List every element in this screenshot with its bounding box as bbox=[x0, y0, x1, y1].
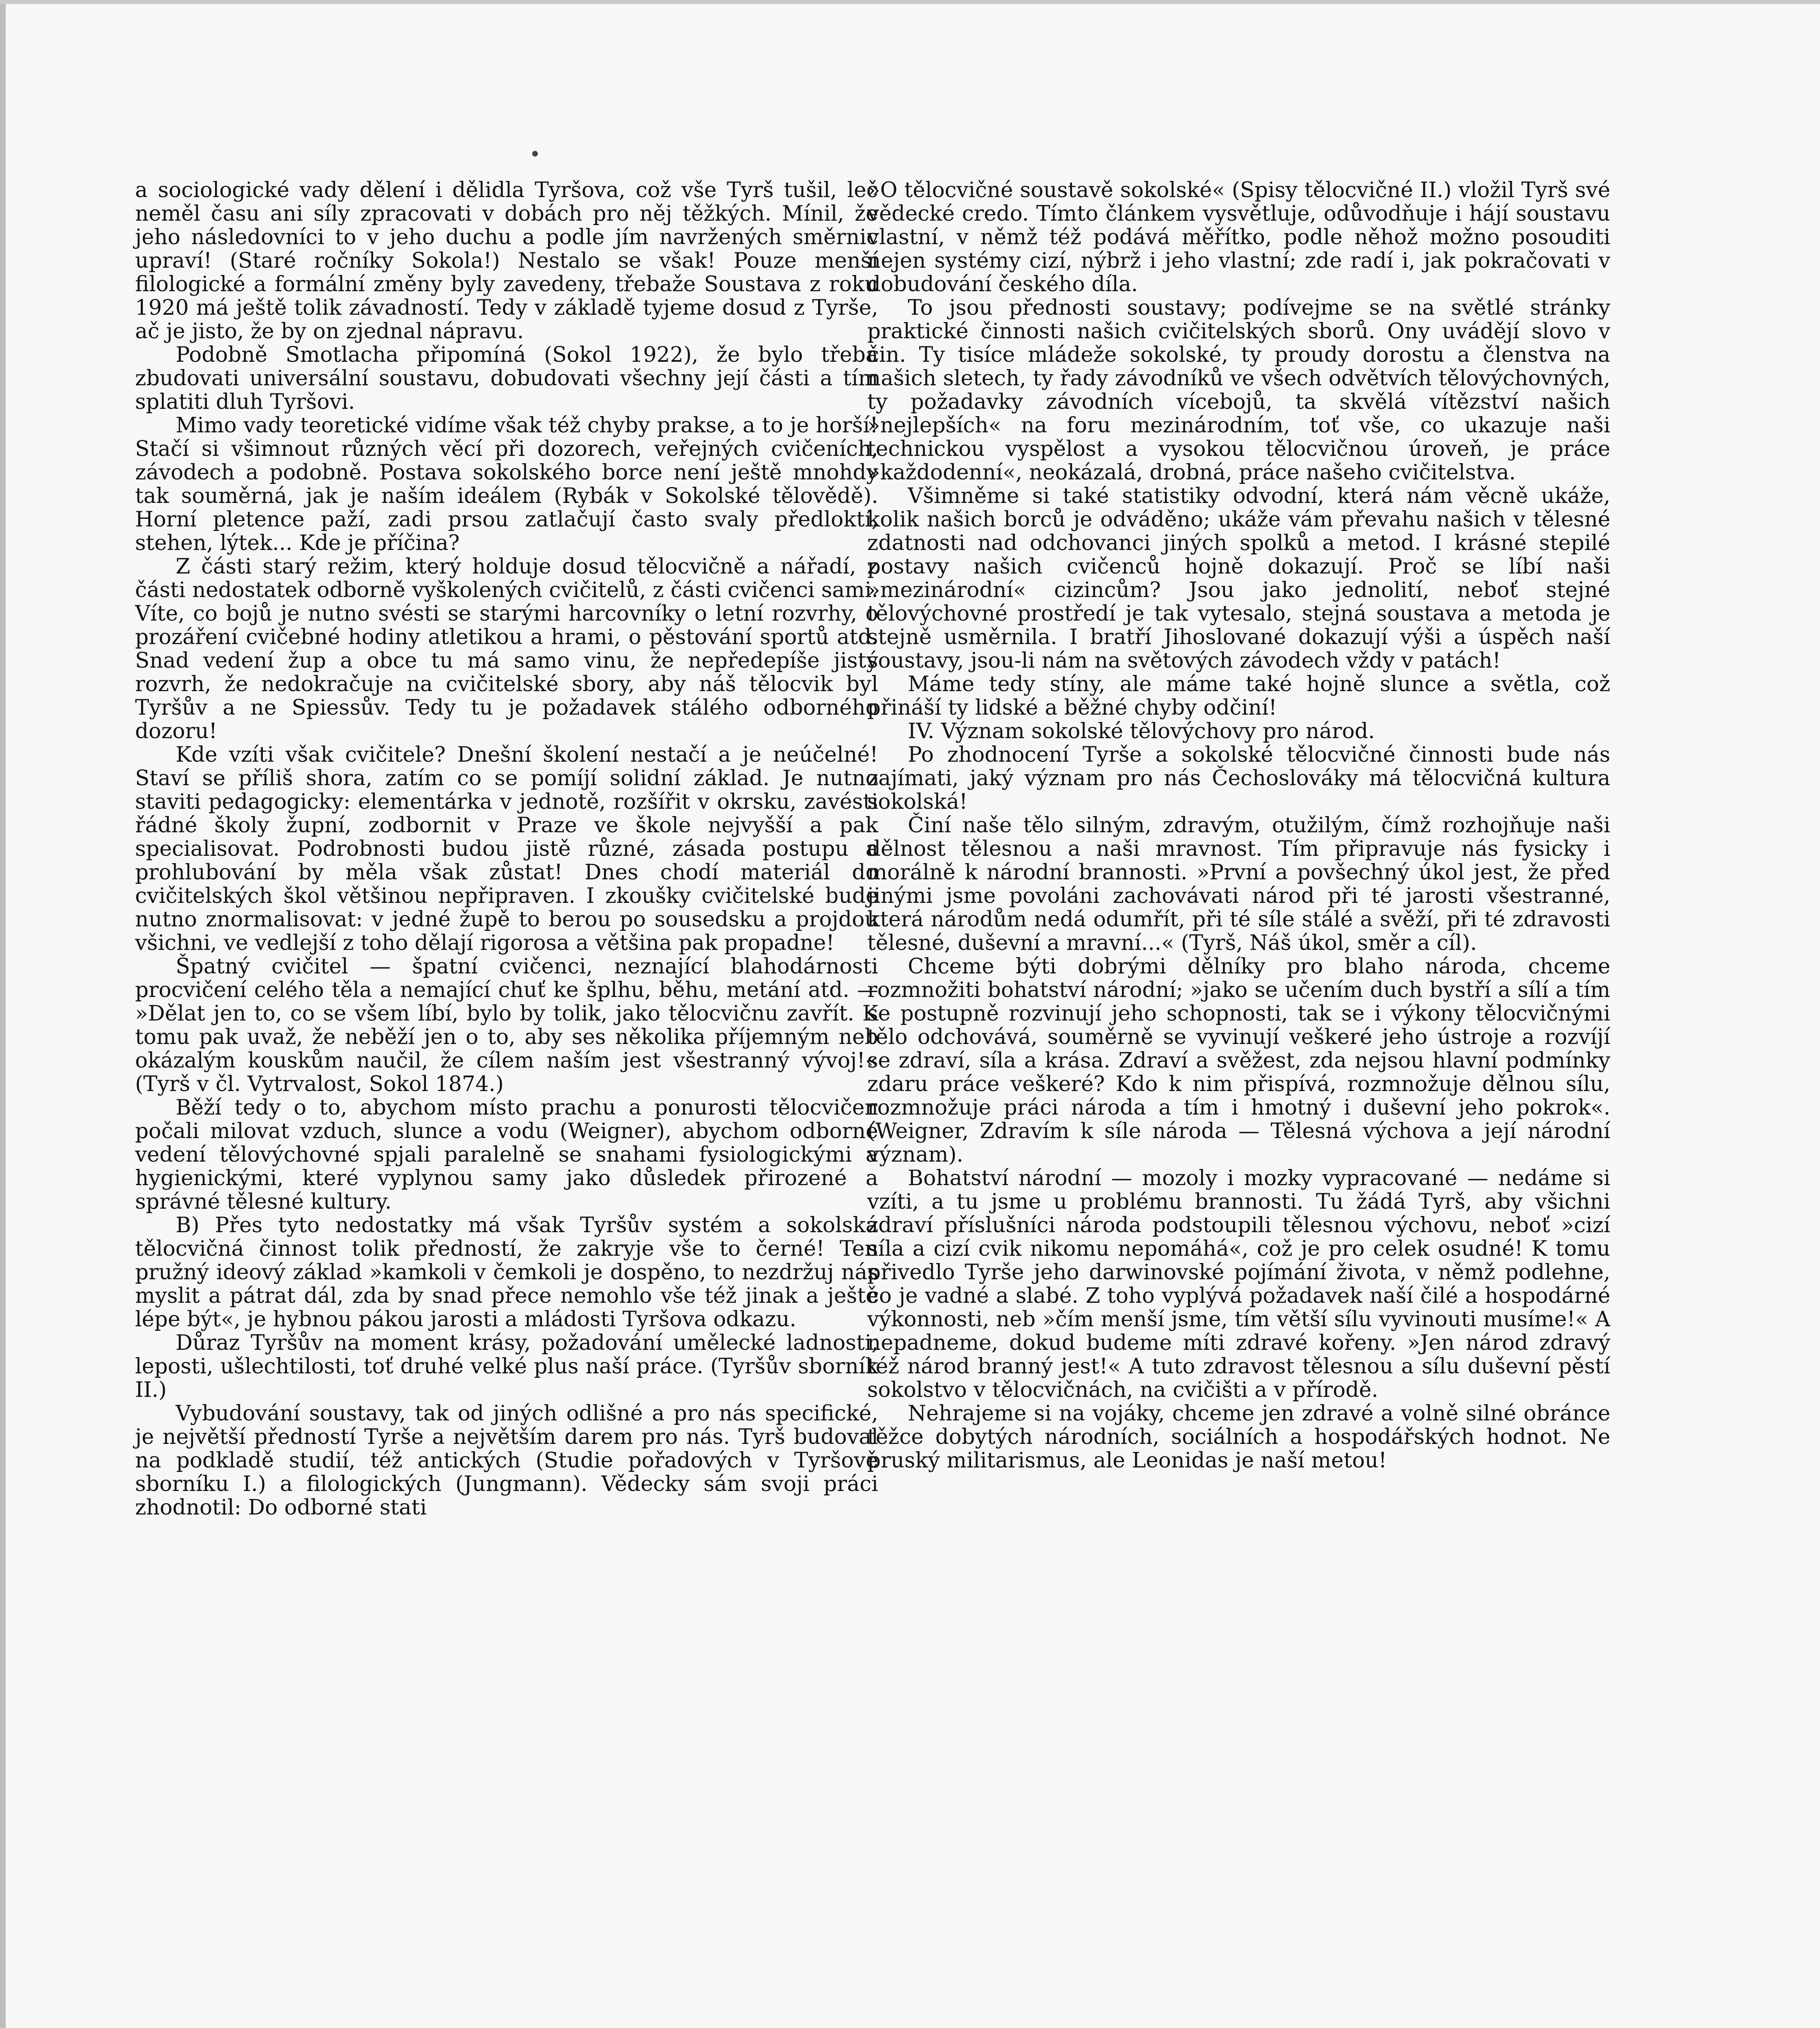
left-text-column bbox=[135, 178, 878, 1519]
paragraph: Nehrajeme si na vojáky, chceme jen zdravé a volně silné obránce těžce dobytých národních, sociálních a hospodářských hodnot. Ne pruský militarismus, ale Leonidas je naší metou! bbox=[867, 1401, 1610, 1473]
paragraph: Špatný cvičitel — špatní cvičenci, neznající blahodárnosti procvičení celého těla a nemající chuť ke šplhu, běhu, metání atd. — »Dělat jen to, co se všem líbí, bylo by tolik, jako tělocvičnu zavřít. K tomu pak uvaž, že neběží jen o to, aby ses několika příjemným neb okázalým kouskům naučil, že cílem naším jest všestranný vývoj!« (Tyrš v čl. Vytrvalost, Sokol 1874.) bbox=[135, 954, 878, 1096]
paragraph: Z části starý režim, který holduje dosud tělocvičně a nářadí, z části nedostatek odborně vyškolených cvičitelů, z části cvičenci sami. Víte, co bojů je nutno svésti se starými harcovníky o letní rozvrhy, o prozáření cvičebné hodiny atletikou a hrami, o pěstování sportů atd. Snad vedení žup a obce tu má samo vinu, že nepředepíše jistý rozvrh, že nedokračuje na cvičitelské sbory, aby náš tělocvik byl Tyršův a ne Spiessův. Tedy tu je požadavek stálého odborného dozoru! bbox=[135, 554, 879, 743]
paragraph: Bohatství národní — mozoly i mozky vypracované — nedáme si vzíti, a tu jsme u problému brannosti. Tu žádá Tyrš, aby všichni zdraví příslušníci národa podstoupili tělesnou výchovu, neboť »cizí síla a cizí cvik nikomu nepomáhá«, což je pro celek osudné! K tomu přivedlo Tyrše jeho darwinovské pojímání života, v němž podlehne, co je vadné a slabé. Z toho vyplývá požadavek naší čilé a hospodárné výkonnosti, neb »čím menší jsme, tím větší sílu vyvinouti musíme!« A nepadneme, dokud budeme míti zdravé kořeny. »Jen národ zdravý též národ branný jest!« A tuto zdravost tělesnou a sílu duševní pěstí sokolstvo v tělocvičnách, na cvičišti a v přírodě. bbox=[867, 1166, 1610, 1402]
scan-top-edge bbox=[0, 0, 1820, 4]
paragraph: Máme tedy stíny, ale máme také hojně slunce a světla, což přináší ty lidské a běžné chyby odčiní! bbox=[867, 672, 1610, 720]
paragraph: Podobně Smotlacha připomíná (Sokol 1922), že bylo třeba zbudovati universální soustavu, dobudovati všechny její části a tím splatiti dluh Tyršovi. bbox=[135, 343, 878, 414]
paragraph: Důraz Tyršův na moment krásy, požadování umělecké ladnosti, leposti, ušlechtilosti, toť druhé velké plus naší práce. (Tyršův sborník II.) bbox=[135, 1331, 878, 1402]
paragraph: Po zhodnocení Tyrše a sokolské tělocvičné činnosti bude nás zajímati, jaký význam pro nás Čechoslováky má tělocvičná kultura sokolská! bbox=[867, 743, 1610, 814]
paragraph: a sociologické vady dělení i dělidla Tyršova, což vše Tyrš tušil, leč neměl času ani síly zpracovati v dobách pro něj těžkých. Mínil, že jeho následovníci to v jeho duchu a podle jím navržených směrnic upraví! (Staré ročníky Sokola!) Nestalo se však! Pouze menší filologické a formální změny byly zavedeny, třebaže Soustava z roku 1920 má ještě tolik závadností. Tedy v základě tyjeme dosud z Tyrše, ač je jisto, že by on zjednal nápravu. bbox=[135, 178, 878, 344]
paragraph: Všimněme si také statistiky odvodní, která nám věcně ukáže, kolik našich borců je odváděno; ukáže vám převahu našich v tělesné zdatnosti nad odchovanci jiných spolků a metod. I krásné stepilé postavy našich cvičenců hojně dokazují. Proč se líbí naši »mezinárodní« cizincům? Jsou jako jednolití, neboť stejné tělovýchovné prostředí je tak vytesalo, stejná soustava a metoda je stejně usměrnila. I bratří Jihoslované dokazují výši a úspěch naší soustavy, jsou-li nám na světových závodech vždy v patách! bbox=[867, 484, 1610, 673]
paragraph: B) Přes tyto nedostatky má však Tyršův systém a sokolská tělocvičná činnost tolik předností, že zakryje vše to černé! Ten pružný ideový základ »kamkoli v čemkoli je dospěno, to nezdržuj nás myslit a pátrat dál, zda by snad přece nemohlo vše též jinak a ještě lépe být«, je hybnou pákou jarosti a mládosti Tyršova odkazu. bbox=[135, 1213, 878, 1332]
section-heading: IV. Význam sokolské tělovýchovy pro národ. bbox=[908, 719, 1375, 743]
paragraph: Mimo vady teoretické vidíme však též chyby prakse, a to je horší! Stačí si všimnout různých věcí při dozorech, veřejných cvičeních, závodech a podobně. Postava sokolského borce není ještě mnohdy tak souměrná, jak je naším ideálem (Rybák v Sokolské tělovědě). Horní pletence paží, zadi prsou zatlačují často svaly předloktí, stehen, lýtek... Kde je příčina? bbox=[135, 413, 878, 555]
scan-left-edge bbox=[0, 0, 6, 2028]
paragraph: Kde vzíti však cvičitele? Dnešní školení nestačí a je neúčelné! Staví se příliš shora, zatím co se pomíjí solidní základ. Je nutno staviti pedagogicky: elementárka v jednotě, rozšířit v okrsku, zavésti řádné školy župní, zodbornit v Praze ve škole nejvyšší a pak specialisovat. Podrobnosti budou jistě různé, zásada postupu a prohlubování by měla však zůstat! Dnes chodí materiál do cvičitelských škol většinou nepřipraven. I zkoušky cvičitelské bude nutno znormalisovat: v jedné župě to berou po sousedsku a projdou všichni, ve vedlejší z toho dělají rigorosa a většina pak propadne! bbox=[135, 743, 878, 955]
right-text-column bbox=[867, 178, 1610, 1472]
paragraph: Vybudování soustavy, tak od jiných odlišné a pro nás specifické, je největší předností Tyrše a největším darem pro nás. Tyrš budoval na podkladě studií, též antických (Studie pořadových v Tyršově sborníku I.) a filologických (Jungmann). Vědecky sám svoji práci zhodnotil: Do odborné stati bbox=[135, 1401, 878, 1520]
paragraph: Běží tedy o to, abychom místo prachu a ponurosti tělocvičen počali milovat vzduch, slunce a vodu (Weigner), abychom odborné vedení tělovýchovné spjali paralelně se snahami fysiologickými a hygienickými, které vyplynou samy jako důsledek přirozené a správné tělesné kultury. bbox=[135, 1096, 878, 1214]
paragraph: Chceme býti dobrými dělníky pro blaho národa, chceme rozmnožiti bohatství národní; »jako se učením duch bystří a sílí a tím se postupně rozvinují jeho schopnosti, tak se i výkony tělocvičnými tělo odchovává, souměrně se vyvinují veškeré jeho ústroje a rozvíjí se zdraví, síla a krása. Zdraví a svěžest, zda nejsou hlavní podmínky zdaru práce veškeré? Kdo k nim přispívá, rozmnožuje dělnou sílu, rozmnožuje práci národa a tím i hmotný i duševní jeho pokrok«. (Weigner, Zdravím k síle národa — Tělesná výchova a její národní význam). bbox=[867, 954, 1610, 1167]
printing-dot bbox=[532, 151, 538, 157]
paragraph: »O tělocvičné soustavě sokolské« (Spisy tělocvičné II.) vložil Tyrš své vědecké credo. Tímto článkem vysvětluje, odůvodňuje i hájí soustavu vlastní, v němž též podává měřítko, podle něhož možno posouditi nejen systémy cizí, nýbrž i jeho vlastní; zde radí i, jak pokračovati v dobudování českého díla. bbox=[867, 178, 1610, 296]
paragraph: To jsou přednosti soustavy; podívejme se na světlé stránky praktické činnosti našich cvičitelských sborů. Ony uvádějí slovo v čin. Ty tisíce mládeže sokolské, ty proudy dorostu a členstva na našich sletech, ty řady závodníků ve všech odvětvích tělovýchovných, ty požadavky závodních vícebojů, ta skvělá vítězství našich »nejlepších« na foru mezinárodním, toť vše, co ukazuje naši technickou vyspělost a vysokou tělocvičnou úroveň, je práce »každodenní«, neokázalá, drobná, práce našeho cvičitelstva. bbox=[867, 296, 1610, 485]
paragraph: Činí naše tělo silným, zdravým, otužilým, čímž rozhojňuje naši dělnost tělesnou a naši mravnost. Tím připravuje nás fysicky i morálně k národní brannosti. »První a povšechný úkol jest, že před jinými jsme povoláni zachovávati národ při té jarosti všestranné, která národům nedá odumřít, při té síle stálé a svěží, při té zdravosti tělesné, duševní a mravní...« (Tyrš, Náš úkol, směr a cíl). bbox=[867, 813, 1610, 955]
